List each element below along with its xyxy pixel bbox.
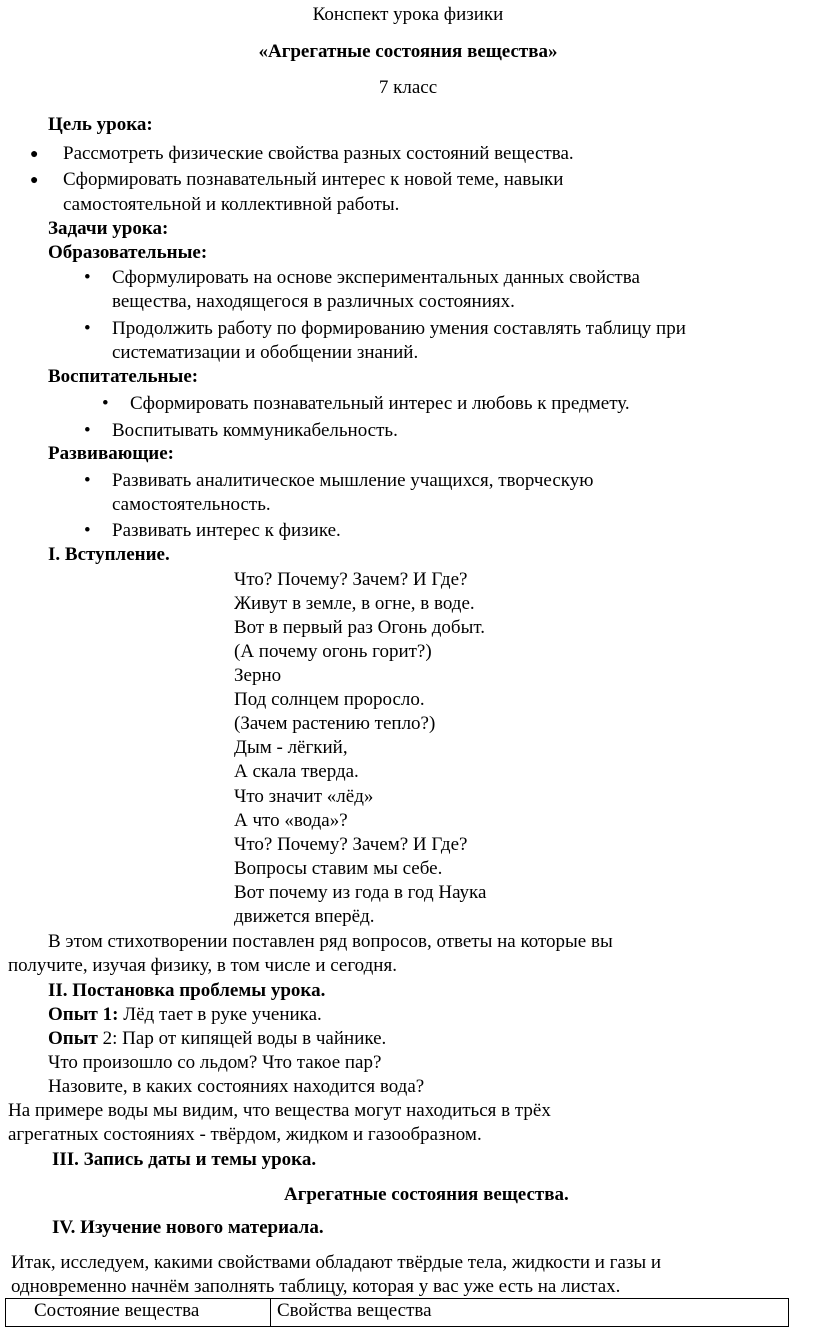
dev-item-cont: самостоятельность. <box>112 494 271 515</box>
goal-item: Сформировать познавательный интерес к новой теме, навыки <box>63 169 564 190</box>
section4-heading: IV. Изучение нового материала. <box>52 1217 324 1238</box>
bullet-icon: • <box>84 470 91 491</box>
question: Что произошло со льдом? Что такое пар? <box>48 1052 382 1073</box>
goal-heading: Цель урока: <box>48 114 153 135</box>
poem-line: Вот в первый раз Огонь добыт. <box>234 617 485 638</box>
edu-item-cont: систематизации и обобщении знаний. <box>112 342 419 363</box>
experiment-2-text: 2: Пар от кипящей воды в чайнике. <box>97 1028 387 1049</box>
section4-text-cont: одновременно начнём заполнять таблицу, которая у вас уже есть на листах. <box>11 1276 621 1297</box>
bullet-icon: • <box>84 520 91 541</box>
doc-title: «Агрегатные состояния вещества» <box>258 41 558 62</box>
bullet-icon: • <box>102 393 109 414</box>
edu-item: Сформулировать на основе экспериментальных данных свойства <box>112 267 640 288</box>
poem-line: Что? Почему? Зачем? И Где? <box>234 569 468 590</box>
experiment-1-label: Опыт 1: <box>48 1004 119 1025</box>
table-header-row <box>6 1299 789 1327</box>
poem-line: (А почему огонь горит?) <box>234 641 432 662</box>
table-header-state: Состояние вещества <box>6 1299 271 1327</box>
poem-line: А скала тверда. <box>234 761 359 782</box>
goal-item: Рассмотреть физические свойства разных состояний вещества. <box>63 143 574 164</box>
intro-text: В этом стихотворении поставлен ряд вопросов, ответы на которые вы <box>48 931 613 952</box>
intro-heading: I. Вступление. <box>48 544 170 565</box>
upbr-heading: Воспитательные: <box>48 366 199 387</box>
dev-item: Развивать аналитическое мышление учащихся, творческую <box>112 470 594 491</box>
upbr-item: Воспитывать коммуникабельность. <box>112 420 398 441</box>
poem-line: Вопросы ставим мы себе. <box>234 858 443 879</box>
poem-line: Зерно <box>234 665 282 686</box>
intro-text-cont: получите, изучая физику, в том числе и сегодня. <box>8 955 397 976</box>
lesson-topic: Агрегатные состояния вещества. <box>284 1184 569 1205</box>
bullet-icon: ● <box>30 173 39 188</box>
doc-subtitle: Конспект урока физики <box>312 4 504 25</box>
poem-line: А что «вода»? <box>234 810 348 831</box>
grade-label: 7 класс <box>378 77 438 98</box>
poem-line: Дым - лёгкий, <box>234 737 348 758</box>
poem-line: Что? Почему? Зачем? И Где? <box>234 834 468 855</box>
dev-item: Развивать интерес к физике. <box>112 520 341 541</box>
bullet-icon: • <box>84 267 91 288</box>
bullet-icon: • <box>84 318 91 339</box>
experiment-2 <box>48 1027 386 1051</box>
properties-table <box>5 1298 789 1327</box>
tasks-heading: Задачи урока: <box>48 218 169 239</box>
poem-line: (Зачем растению тепло?) <box>234 713 436 734</box>
edu-item: Продолжить работу по формированию умения составлять таблицу при <box>112 318 686 339</box>
experiment-1-text: Лёд тает в руке ученика. <box>118 1004 322 1025</box>
section3-heading: III. Запись даты и темы урока. <box>52 1149 317 1170</box>
problem-heading: II. Постановка проблемы урока. <box>48 980 326 1001</box>
experiment-1 <box>48 1003 322 1027</box>
edu-heading: Образовательные: <box>48 242 208 263</box>
experiment-2-label: Опыт <box>48 1028 98 1049</box>
poem-line: Вот почему из года в год Наука <box>234 882 487 903</box>
question: Назовите, в каких состояниях находится вода? <box>48 1076 425 1097</box>
poem-line: Под солнцем проросло. <box>234 689 425 710</box>
upbr-item: Сформировать познавательный интерес и любовь к предмету. <box>130 393 630 414</box>
table-header-properties: Свойства вещества <box>271 1299 789 1327</box>
goal-item-cont: самостоятельной и коллективной работы. <box>63 194 400 215</box>
bullet-icon: • <box>84 420 91 441</box>
problem-text-cont: агрегатных состояниях - твёрдом, жидком и газообразном. <box>8 1124 482 1145</box>
problem-text: На примере воды мы видим, что вещества могут находиться в трёх <box>8 1100 551 1121</box>
poem-line: Что значит «лёд» <box>234 786 374 807</box>
dev-heading: Развивающие: <box>48 443 174 464</box>
poem-line: движется вперёд. <box>234 906 375 927</box>
bullet-icon: ● <box>30 147 39 162</box>
edu-item-cont: вещества, находящегося в различных состояниях. <box>112 291 515 312</box>
poem-line: Живут в земле, в огне, в воде. <box>234 593 475 614</box>
section4-text: Итак, исследуем, какими свойствами обладают твёрдые тела, жидкости и газы и <box>11 1252 662 1273</box>
